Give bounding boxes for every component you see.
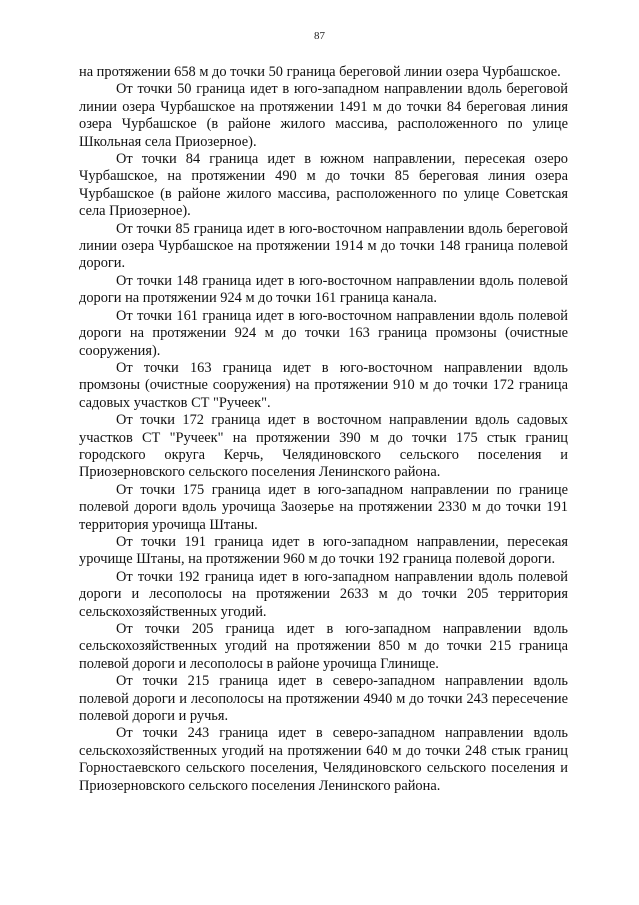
paragraph-3: От точки 84 граница идет в южном направлении, пересекая озеро Чурбашское, на протяжении 490 м до точки 85 береговая линия озера Чурбашское (в районе жилого массива, расположенного по улице Советская села Приозерное). — [79, 151, 568, 220]
body-text — [79, 64, 568, 795]
paragraph-2: От точки 50 граница идет в юго-западном направлении вдоль береговой линии озера Чурбашское на протяжении 1491 м до точки 84 береговая линия озера Чурбашское (в районе жилого массива, расположенного по улице Школьная села Приозерное). — [79, 81, 568, 150]
paragraph-10: От точки 191 граница идет в юго-западном направлении, пересекая урочище Штаны, на протяжении 960 м до точки 192 граница полевой дороги. — [79, 533, 568, 568]
paragraph-13: От точки 215 граница идет в северо-западном направлении вдоль полевой дороги и лесополосы на протяжении 4940 м до точки 243 пересечение полевой дороги и ручья. — [79, 673, 568, 725]
paragraph-11: От точки 192 граница идет в юго-западном направлении вдоль полевой дороги и лесополосы на протяжении 2633 м до точки 205 территория сельскохозяйственных угодий. — [79, 568, 568, 620]
page-number: 87 — [314, 30, 325, 42]
paragraph-8: От точки 172 граница идет в восточном направлении вдоль садовых участков СТ "Ручеек" на протяжении 390 м до точки 175 стык границ городского округа Керчь, Челядиновского сельского поселения и Приозерновского сельского поселения Ленинского района. — [79, 412, 568, 481]
paragraph-1: на протяжении 658 м до точки 50 граница береговой линии озера Чурбашское. — [79, 64, 561, 80]
paragraph-12: От точки 205 граница идет в юго-западном направлении вдоль сельскохозяйственных угодий на протяжении 850 м до точки 215 граница полевой дороги и лесополосы в районе урочища Глинище. — [79, 621, 568, 672]
paragraph-9: От точки 175 граница идет в юго-западном направлении по границе полевой дороги вдоль урочища Заозерье на протяжении 2330 м до точки 191 территория урочища Штаны. — [79, 481, 568, 533]
paragraph-4: От точки 85 граница идет в юго-восточном направлении вдоль береговой линии озера Чурбашское на протяжении 1914 м до точки 148 граница полевой дороги. — [79, 220, 568, 272]
paragraph-7: От точки 163 граница идет в юго-восточном направлении вдоль промзоны (очистные сооружения) на протяжении 910 м до точки 172 граница садовых участков СТ "Ручеек". — [79, 359, 568, 411]
paragraph-5: От точки 148 граница идет в юго-восточном направлении вдоль полевой дороги на протяжении 924 м до точки 161 граница канала. — [79, 272, 568, 307]
paragraph-14: От точки 243 граница идет в северо-западном направлении вдоль сельскохозяйственных угодий на протяжении 640 м до точки 248 стык границ Горностаевского сельского поселения, Челядиновского сельского поселения и Приозерновского сельского поселения Ленинского района. — [79, 725, 568, 794]
paragraph-6: От точки 161 граница идет в юго-восточном направлении вдоль полевой дороги на протяжении 924 м до точки 163 граница промзоны (очистные сооружения). — [79, 307, 568, 359]
